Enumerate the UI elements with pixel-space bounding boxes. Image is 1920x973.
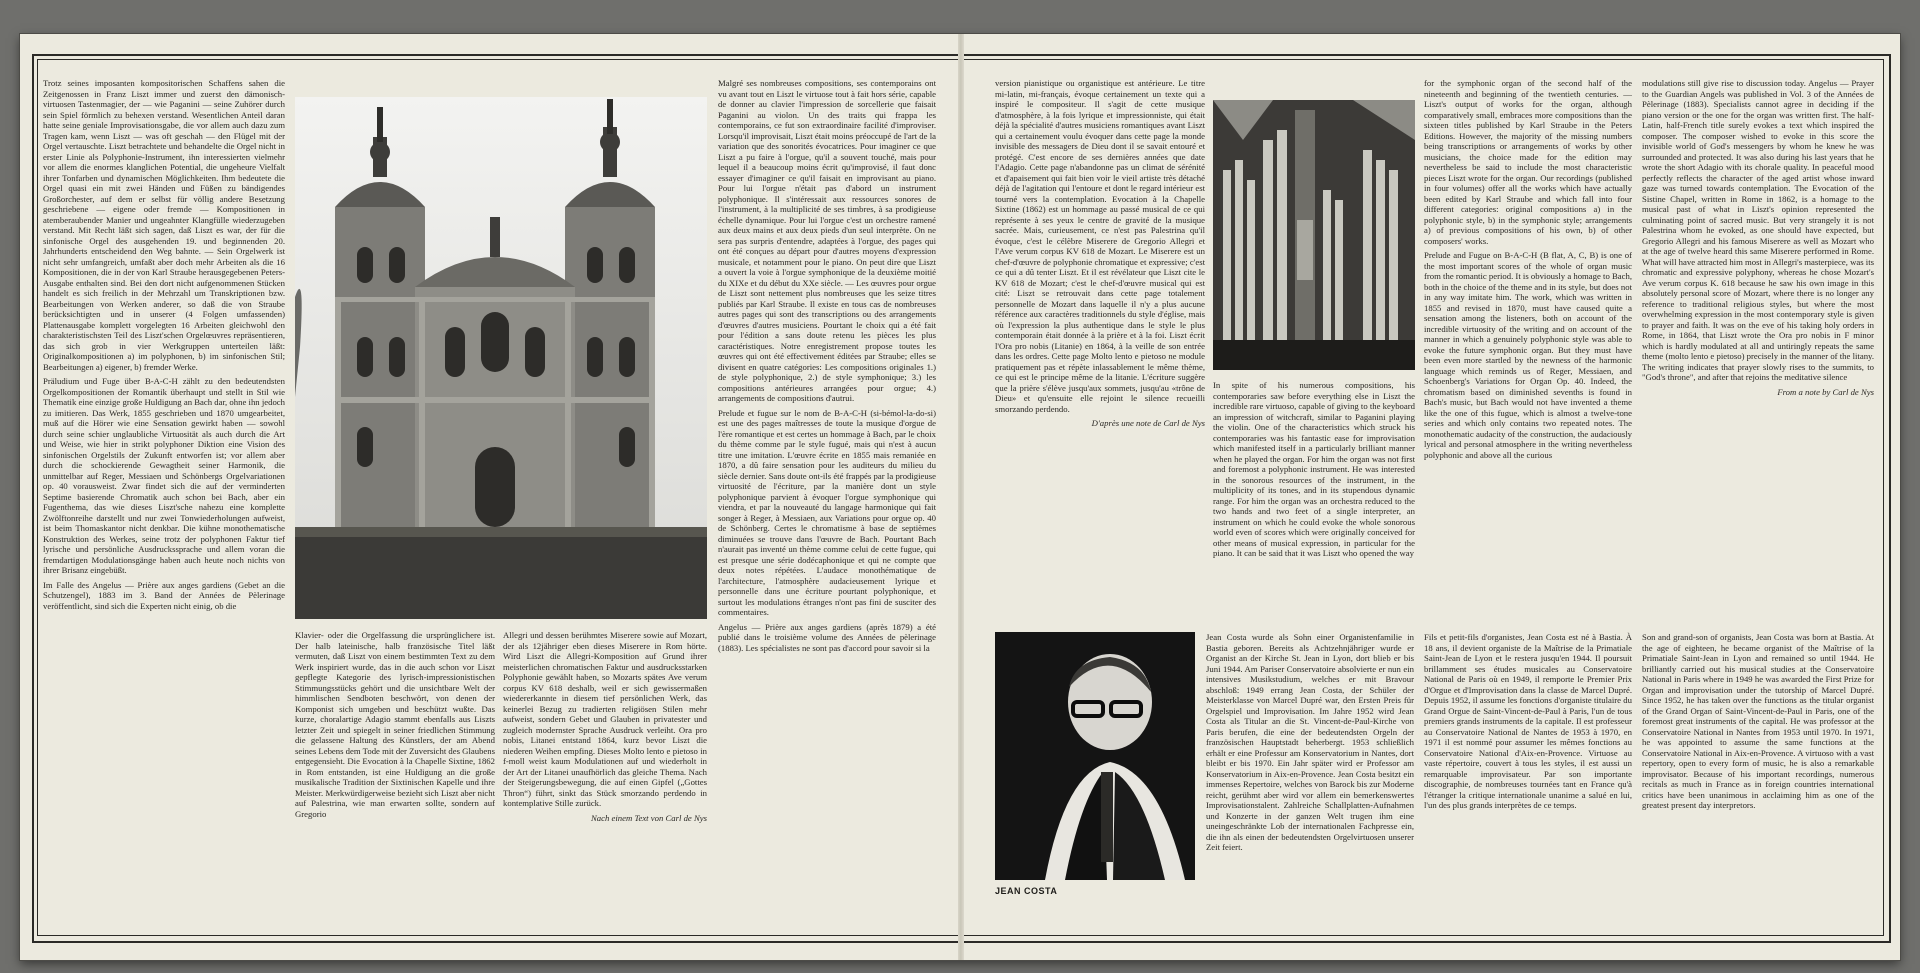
paragraph: Jean Costa wurde als Sohn einer Organistenfamilie in Bastia geboren. Bereits als Achtzehnjähriger wurde er Organist an der Kirche St. Jean in Lyon, dort blieb er bis Juni 1944. Am Pariser Conservatoire absolvierte er nun ein intensives Musikstudium, welches er mit Bravour abschloß: 1949 errang Jean Costa, der Schüler der Meisterklasse von Marcel Dupré war, den Ersten Preis für Orgelspiel und Improvisation. Im Jahre 1952 wird Jean Costa als Titular an die St. Vincent-de-Paul-Kirche von Paris berufen, die eine der bedeutendsten Orgeln der französischen Hauptstadt beherbergt. 1953 schließlich erhält er eine Professur am Konservatorium in Nantes, dort bleibt er bis 1970. Ein Jahr später wird er Professor am Konservatorium in Aix-en-Provence. Jean Costa besitzt ein immenses Repertoire, welches von Barock bis zur Moderne reicht, gerühmt aber wird vor allem ein bemerkenswertes Improvisationstalent. Zahlreiche Schallplatten-Aufnahmen und Konzerte in der ganzen Welt trugen ihm eine uneingeschränkte Lob der internationalen Fachpresse ein, die ihn als einen der bedeutendsten Orgelvirtuosen unserer Zeit feiert.	[1206, 632, 1414, 852]
biography-french	[1424, 632, 1632, 904]
paragraph: Klavier- oder die Orgelfassung die ursprünglichere ist. Der halb lateinische, halb französische Titel läßt vermuten, daß Liszt von einem bestimmten Text zu dem Werk inspiriert wurde, das in die auch schon vor Liszt gepflegte Kategorie des lyrisch-impressionistischen Stimmungsstücks gehört und die unsichtbare Welt der himmlischen Sendboten beschwört, von denen der Komponist sich umgeben und beschützt wußte. Das kurze, choralartige Adagio stammt ebenfalls aus Liszts letzter Zeit und spiegelt in seiner friedlichen Stimmung die gelassene Haltung des Künstlers, der am Abend seines Lebens dem Tode mit der Zuversicht des Glaubens entgegensieht. Die Evocation à la Chapelle Sixtine, 1862 in Rom entstanden, ist eine Huldigung an die große musikalische Tradition der Sixtinischen Kapelle und ihre Meister. Merkwürdigerweise bezieht sich Liszt aber nicht auf Palestrina, wie man erwarten sollte, sondern auf Gregorio	[295, 630, 495, 819]
text-column-english-end	[1642, 78, 1874, 613]
paragraph: Trotz seines imposanten kompositorischen Schaffens sahen die Zeitgenossen in Franz Liszt immer und zuerst den dämonisch-virtuosen Tastenmagier, der — wie Paganini — seine Zuhörer durch sein Spiel förmlich zu behexen verstand. Wesentlichen Anteil daran hatte seine geniale Improvisationsgabe, die vor allem auch dazu zum Tragen kam, wenn Liszt — was oft geschah — den Flügel mit der Orgel vertauschte. Liszt betrachtete und behandelte die Orgel nicht in erster Linie als Polyphonie-Instrument, ihn interessierten vielmehr vor allem die enormes klanglichen Potential, die ungeheure Vielfalt ihrer Tonfarben und dynamischen Möglichkeiten. Ihm bedeutete die Orgel quasi ein mit zwei Händen und Füßen zu bändigendes Großorchester, auf dem er selbst für völlig andere Besetzung geschriebene — eigene oder fremde — Kompositionen in atemberaubender Manier und ungeahnter Klangfülle wiederzugeben verstand. Mit Recht läßt sich sagen, daß Liszt es war, der für die sinfonische Orgel des ausgehenden 19. und beginnenden 20. Jahrhunderts entscheidend den Weg bahnte. — Sein Orgelwerk ist nicht sehr umfangreich, umfaßt aber doch mehr Arbeiten als die 16 Kompositionen, die in der von Karl Straube herausgegebenen Peters-Ausgabe enthalten sind. Bei den dort nicht aufgenommenen Stücken handelt es sich freilich in der Mehrzahl um Transkriptionen bzw. Bearbeitungen von Werken anderer, so daß die von Straube berücksichtigten und in unserer (4 Folgen umfassenden) Plattenausgabe komplett vorgelegten 16 Arbeiten gleichwohl den charakteristischsten Teil des Liszt'schen Orgelœuvres repräsentieren, das sich grob in vier Werkgruppen unterteilen läßt: Originalkompositionen a) im polyphonen, b) im sinfonischen Stil; Bearbeitungen a) eigener, b) fremder Werke.	[43, 78, 285, 372]
portrait-illustration	[995, 632, 1195, 880]
text-column-english-intro	[1213, 380, 1415, 613]
text-column-german-intro	[43, 78, 285, 898]
biography-english	[1642, 632, 1874, 904]
paragraph: Präludium und Fuge über B-A-C-H zählt zu den bedeutendsten Orgelkompositionen der Romantik überhaupt und stellt in Stil wie Thematik eine einzige große Huldigung an Bach dar, ohne ihn jedoch zu imitieren. Das Werk, 1855 geschrieben und 1870 umgearbeitet, muß auf die Hörer wie eine Sensation gewirkt haben — sowohl durch seine schier unglaubliche Virtuosität als auch durch die Art und Weise, wie hier in strikt polyphoner Diktion eine Vision des sinfonischen Orgelstils der Zukunft entworfen ist; vor allem aber durch die schockierende Gewagtheit seiner Harmonik, die unmittelbar auf Reger, Messiaen und Schönbergs Orgelvariationen op. 40 vorausweist. Zwar findet sich die auf der verminderten Septime basierende Chromatik auch schon bei Bach, aber ein Fugenthema, das wie dieses Liszt'sche nahezu eine komplette Zwölftonreihe darstellt und nur zwei Tonwiederholungen aufweist, ist beim Thomaskantor nicht denkbar. Die kühne monothematische Konstruktion des Werkes, seine trotz der polyphonen Faktur tief lyrische und persönliche Ausdruckssprache und allem voran die fremdartigen Modulationsgänge haben auch heute noch nichts von ihrer Brisanz eingebüßt.	[43, 376, 285, 575]
text-column-french-continued	[995, 78, 1205, 613]
text-column-french-intro	[718, 78, 936, 904]
paragraph: for the symphonic organ of the second half of the nineteenth and beginning of the twentieth centuries. — Liszt's output of works for the organ, although comparatively small, embraces more compositions than the sixteen titles published by Karl Straube in the Peters Editions. However, the majority of the missing numbers being transcriptions or arrangements of works by other musicians, the choice made for the edition may nevertheless be said to include the most characteristic pieces Liszt wrote for the organ. Our recordings (published in four volumes) offer all the works which have actually been edited by Karl Straube and which fall into four different categories: original compositions a) in the polyphonic style, b) in the symphonic style; arrangements a) of previous compositions of his own, b) of other composers' works.	[1424, 78, 1632, 246]
author-credit: D'après une note de Carl de Nys	[1091, 418, 1205, 428]
center-fold	[958, 34, 964, 960]
paragraph: version pianistique ou organistique est antérieure. Le titre mi-latin, mi-français, évoque certainement un texte qui a inspiré le compositeur. Il s'agit de cette musique d'atmosphère, à la fois lyrique et impressionniste, qui était déjà la spécialité d'autres musiciens romantiques avant Liszt qui a certainement voulu évoquer dans cette page la monde invisible des messagers de Dieu dont il se savait entouré et protégé. C'est encore de ses dernières années que date l'Adagio. Cette page n'abandonne pas un climat de sérénité et d'apaisement qui fait bien voir le vieil artiste très détaché déjà de l'agitation qui l'entoure et dont le regard intérieur est tourné vers la contemplation. Evocation à la Chapelle Sixtine (1862) est un hommage au passé musical de ce qui représente à ses yeux le centre de gravité de la musique sacrée. Mais, curieusement, ce n'est pas Palestrina qu'il évoque, c'est le célèbre Miserere de Gregorio Allegri et l'Ave verum corpus KV 618 de Mozart. Le Miserere est un chef-d'œuvre de polyphonie chromatique et expressive; c'est ce qui a dû tenter Liszt. Et il est révélateur que Liszt cite le KV 618 de Mozart; c'est le chef-d'œuvre musical qui est cité: Liszt se retrouvait dans cette page totalement personnelle de Mozart dans laquelle il n'y a plus aucune référence aux caractères traditionnels du style d'église, mais où l'expression la plus authentique dans le style le plus contemporain était donnée à la prière et à la foi. Liszt écrit l'Ora pro nobis (Litanie) en 1864, à la veille de son entrée dans les ordres. Cette page Molto lento e pietoso ne module pratiquement pas et répète inlassablement le même thème, ce qui est le principe même de la litanie. L'écriture suggère que la prière s'élève jusqu'aux sommets, jusqu'au «trône de Dieu» et qu'ensuite elle rejoint le silence recueilli smorzando perdendo.	[995, 78, 1205, 414]
paragraph: Im Falle des Angelus — Prière aux anges gardiens (Gebet an die Schutzengel), 1883 im 3. Band der Années de Pèlerinage veröffentlicht, sind sich die Experten nicht einig, ob die	[43, 579, 285, 611]
paragraph: Fils et petit-fils d'organistes, Jean Costa est né à Bastia. À 18 ans, il devient organiste de la Maîtrise de la Primatiale Saint-Jean de Lyon et le restera jusqu'en 1944. Il poursuit brillamment ses études musicales au Conservatoire National de Paris où en 1949, il remporte le Premier Prix d'Orgue et d'Improvisation dans la classe de Marcel Dupré. Depuis 1952, il assume les fonctions d'organiste titulaire du Grand Orgue de Saint-Vincent-de-Paul à Paris, l'un de tous premiers grands instruments de la capitale. Il est professeur au Conservatoire National de Nantes de 1953 à 1970, en 1971 il est nommé pour assumer les mêmes fonctions au Conservatoire National d'Aix-en-Provence. Virtuose au vaste répertoire, couvert à tous les styles, il est aussi un remarquable improvisateur. Par son importante discographie, de nombreuses tournées tant en France qu'à l'étranger la critique internationale unanime a salué en lui, l'un des plus grands interprètes de ce temps.	[1424, 632, 1632, 810]
paragraph: Malgré ses nombreuses compositions, ses contemporains ont vu avant tout en Liszt le virtuose tout à fait hors série, capable de donner au clavier l'impression de sorcellerie que faisait Paganini au violon. Un des traits qui frappa les contemporains, ce fut son extraordinaire facilité d'improviser. Lorsqu'il improvisait, Liszt était moins préoccupé de l'art de la variation que des sonorités évocatrices. Pour imaginer ce que Liszt a pu faire à l'orgue, qu'il a souvent touché, mais pour lequel il a beaucoup moins écrit qu'improvisé, il faut donc essayer d'imaginer ce qu'il faisait en improvisant au piano. Pour lui l'orgue n'était pas d'abord un instrument polyphonique. Il s'intéressait aux ressources sonores de l'instrument, à la multiplicité de ses timbres, à sa prodigieuse échelle dynamique. Pour lui l'orgue c'est un orchestre ramené aux deux mains et aux deux pieds d'un seul interprète. On ne sera pas surpris d'entendre, adaptées à l'orgue, des pages qui ont été conçues au départ pour d'autres moyens d'expression musicale, et notamment pour le piano. On peut dire que Liszt a ouvert la voie à l'orgue symphonique de la deuxième moitié du XIXe et du début du XXe siècle. — Les œuvres pour orgue de Liszt sont nettement plus nombreuses que les seize titres publiés par Karl Straube. Il existe en tous cas de nombreuses autres pages qui sont des transcriptions ou des arrangements d'œuvres d'autres musiciens. Pourtant le choix qui a été fait pour l'édition a sans doute retenu les pièces les plus caractéristiques. Notre enregistrement propose toutes les œuvres qui ont été effectivement éditées par Straube; elles se divisent en quatre catégories: Les compositions originales 1.) de style polyphonique, 2.) de style symphonique; 3.) les compositions antérieures arrangées pour orgue; 4.) arrangements de compositions d'autrui.	[718, 78, 936, 403]
organ-pipes-photo	[1213, 100, 1415, 370]
paragraph: Angelus — Prière aux anges gardiens (après 1879) a été publié dans le troisième volume des Années de pèlerinage (1883). Les spécialistes ne sont pas d'accord pour savoir si la	[718, 621, 936, 653]
album-gatefold-sleeve	[20, 34, 1900, 960]
text-column-english-continued	[1424, 78, 1632, 613]
church-facade-photo	[295, 97, 707, 619]
text-column-german-end	[503, 630, 707, 904]
paragraph: modulations still give rise to discussion today. Angelus — Prayer to the Guardian Angels was published in Vol. 3 of the Années de Pèlerinage (1883). Specialists cannot agree in deciding if the piano version or the one for the organ was written first. The half-Latin, half-French title surely evokes a text which inspired the composer. The composer wished to evoke in this score the invisible world of God's messengers by whom he knew he was surrounded and protected. It was also during his last years that he wrote the short Adagio with its chorale quality. In peaceful mood perfectly reflects the character of the aged artist whose inward gaze was turned towards contemplation. The Evocation of the Sistine Chapel, written in Rome in 1862, is a homage to the musical past of what in Liszt's opinion represented the culminating point of sacred music. But very strangely it is not Palestrina whom he evoked, as one should have expected, but Gregorio Allegri and his famous Miserere as well as Mozart who at the age of twelve heard this same Miserere performed in Rome. What will have attracted him most in Allegri's masterpiece, was its chromatic and expressive polyphony, whereas he chose Mozart's Ave verum corpus K. 618 because he saw his own image in this absolutely personal score of Mozart, where there is no longer any reference to traditional religious styles, but where the most overwhelming expression in the most contemporary style is given to prayer and faith. It was on the eve of his taking holy orders in Rome, in 1864, that Liszt wrote the Ora pro nobis in F minor which is hardly modulated at all and untiringly repeats the same theme (molto lento e pietoso) precisely in the manner of the litany. The writing indicates that prayer slowly rises to the summits, to "God's throne", and after that rejoins the meditative silence	[1642, 78, 1874, 382]
author-credit: Nach einem Text von Carl de Nys	[591, 812, 707, 823]
author-credit: From a note by Carl de Nys	[1777, 386, 1874, 397]
paragraph: Son and grand-son of organists, Jean Costa was born at Bastia. At the age of eighteen, he became organist of the Maîtrise of la Primatiale Saint-Jean in Lyon and remained so until 1944. He brilliantly carried out his musical studies at the Conservatoire National in Paris where in 1949 he was awarded the First Prize for Organ and improvisation under the tutorship of Marcel Dupré. Since 1952, he has taken over the functions as the titular organist of the Grand Organ of Saint-Vincent-de-Paul in Paris, one of the foremost great instruments of the capital. He was professor at the Conservatoire National in Nantes from 1953 until 1970. In 1971, he was appointed to assume the same functions at the Conservatoire National in Aix-en-Provence. A virtuoso with a vast repertory, open to every form of music, he is also a remarkable improvisator. Because of his important recordings, numerous recitals as much in France as in foreign countries international critics have been unanimous in acclaiming him as one of the greatest present day interpretors.	[1642, 632, 1874, 810]
church-illustration	[295, 97, 707, 619]
organ-illustration	[1213, 100, 1415, 370]
paragraph: Prelude et fugue sur le nom de B-A-C-H (si-bémol-la-do-si) est une des pages maîtresses de toute la musique d'orgue de l'ère romantique et est certes un hommage à Bach, par le choix du thème comme par le style fugué, mais qui n'est à aucun titre une imitation. L'œuvre écrite en 1855 mais remaniée en 1870, a dû faire sensation pour les auditeurs du milieu du siècle dernier. Sans doute ont-ils été frappés par la prodigieuse virtuosité de l'écriture, par la manière dont un style polyphonique parvient à évoquer l'orgue symphonique qui viendra, et par la nouveauté du langage harmonique qui fait songer à Reger, à Messiaen, aux Variations pour orgue op. 40 de Schönberg. Certes le chromatisme à base de septièmes diminuées se trouve dans l'œuvre de Bach. Pourtant Bach n'aurait pas inventé un thème comme celui de cette fugue, qui est presque une série dodécaphonique et qui ne compte que deux notes répétées. L'audace monothématique de l'architecture, l'atmosphère audacieusement lyrique et personnelle dans une écriture pourtant polyphonique, et surtout les modulations étranges n'ont pas fini de susciter des commentaires.	[718, 407, 936, 617]
text-column-german-continued	[295, 630, 495, 904]
jean-costa-portrait-photo	[995, 632, 1195, 880]
paragraph: Prelude and Fugue on B-A-C-H (B flat, A, C, B) is one of the most important scores of the whole of organ music from the romantic period. It is obviously a homage to Bach, both in the choice of the theme and in its style, but does not in any way imitate him. The work, which was written in 1855 and revised in 1870, must have caused quite a sensation among the listeners, both on account of the incredible virtuosity of the writing and on account of the manner in which a genuinely polyphonic style was able to evoke the future symphonic organ. But they must have been even more startled by the newness of the harmonic language which reminds us of Reger, Messiaen, and Schoenberg's Variations for Organ Op. 40. Indeed, the chromatism based on diminished sevenths is found in Bach's music, but Bach would not have invented a theme like the one of this fugue, which is almost a twelve-tone series and which only contains two repeated notes. The monothematic audacity of the construction, the audaciously lyrical and personal atmosphere in the writing nevertheless polyphonic and above all the curious	[1424, 250, 1632, 460]
paragraph: Allegri und dessen berühmtes Miserere sowie auf Mozart, der als 12jähriger eben dieses Miserere in Rom hörte. Wird Liszt die Allegri-Komposition auf Grund ihrer meisterlichen chromatischen Faktur und ausdrucksstarken Polyphonie gewählt haben, so Mozarts spätes Ave verum corpus KV 618 deshalb, weil er sich gewissermaßen wiedererkannte in diesem tief persönlichen Werk, das keinerlei Bezug zu tradierten religiösen Stilen mehr aufweist, sondern Gebet und Glauben in privatester und zugleich modernster Sprache Ausdruck verleiht. Ora pro nobis, Litanei entstand 1864, kurz bevor Liszt die niederen Weihen empfing. Dieses Molto lento e pietoso in f-moll weist kaum Modulationen auf und wiederholt in der Art der Litanei unaufhörlich das gleiche Thema. Nach der Steigerungsbewegung, die auf einen Gipfel („Gottes Thron“) führt, sinkt das Stück smorzando perdendo in kontemplative Stille zurück.	[503, 630, 707, 808]
paragraph: In spite of his numerous compositions, his contemporaries saw before everything else in Liszt the incredible rare virtuoso, capable of giving to the keyboard an impression of witchcraft, similar to Paganini playing the violin. One of the characteristics which struck his contemporaries was his fantastic ease for improvisation which manifested itself in a particularly brilliant manner when he played the organ. For him the organ was not first and foremost a polyphonic instrument. He was interested in the sonorous resources of the instrument, in the multiplicity of its tones, and in its stupendous dynamic range. For him the organ was an orchestra reduced to the two hands and two feet of a single interpreter, an instrument on which he could evoke the whole sonorous world even of scores which were originally conceived for other means of musical expression, in particular for the piano. It can be said that it was Liszt who opened the way	[1213, 380, 1415, 558]
portrait-caption: JEAN COSTA	[995, 886, 1058, 896]
biography-german	[1206, 632, 1414, 904]
